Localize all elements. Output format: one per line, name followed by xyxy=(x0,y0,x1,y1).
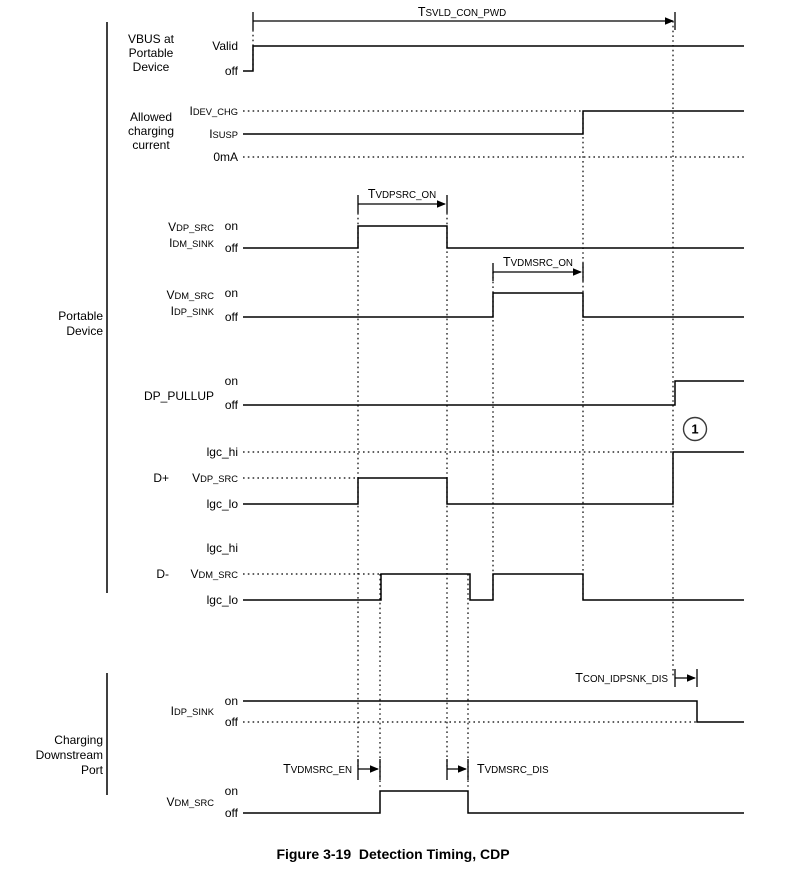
signal-label-allowed-charging-current-2: current xyxy=(132,138,170,152)
group-label-charging-downstream-port-2: Port xyxy=(80,763,103,777)
timing-arrowhead-t-vdmsrc-en xyxy=(370,765,379,773)
waveform-vbus-at-portable-device xyxy=(243,46,744,71)
signal-label-vdm-src-idp-sink-0: VDM_SRC xyxy=(166,288,214,302)
level-label-vdp-src-idm-sink-0: on xyxy=(224,219,238,233)
level-label-d-plus-1: VDP_SRC xyxy=(192,471,238,485)
waveform-allowed-charging-current xyxy=(243,111,744,134)
level-label-d-minus-1: VDM_SRC xyxy=(190,567,238,581)
level-label-allowed-charging-current-0: IDEV_CHG xyxy=(189,104,238,118)
note-number: 1 xyxy=(691,421,699,437)
signal-label-dp-pullup-0: DP_PULLUP xyxy=(143,389,214,403)
waveform-vdm-src-cdp xyxy=(243,791,744,813)
level-label-allowed-charging-current-2: 0mA xyxy=(213,150,238,164)
waveform-d-minus xyxy=(243,574,744,600)
waveform-idp-sink-cdp xyxy=(243,701,744,722)
level-label-vbus-at-portable-device-0: Valid xyxy=(212,39,238,53)
timing-label-t-svld-con-pwd: TSVLD_CON_PWD xyxy=(417,5,507,19)
timing-label-t-vdmsrc-dis: TVDMSRC_DIS xyxy=(477,762,549,776)
group-label-charging-downstream-port-0: Charging xyxy=(54,733,103,747)
level-label-vdp-src-idm-sink-1: off xyxy=(224,241,238,255)
level-label-dp-pullup-0: on xyxy=(224,374,238,388)
level-label-vbus-at-portable-device-1: off xyxy=(224,64,238,78)
level-label-vdm-src-cdp-0: on xyxy=(224,784,238,798)
group-label-portable-device-0: Portable xyxy=(58,309,103,323)
timing-arrowhead-t-vdmsrc-on xyxy=(573,268,582,276)
timing-label-t-vdmsrc-en: TVDMSRC_EN xyxy=(283,762,352,776)
waveform-vdm-src-idp-sink xyxy=(243,293,744,317)
signal-label-d-minus-0: D- xyxy=(156,567,169,581)
level-label-d-minus-0: lgc_hi xyxy=(206,541,238,555)
signal-label-vbus-at-portable-device-2: Device xyxy=(132,60,170,74)
level-label-idp-sink-cdp-0: on xyxy=(224,694,238,708)
level-label-d-plus-0: lgc_hi xyxy=(206,445,238,459)
waveform-vdp-src-idm-sink xyxy=(243,226,744,248)
timing-label-t-vdmsrc-on: TVDMSRC_ON xyxy=(503,255,573,269)
level-label-dp-pullup-1: off xyxy=(224,398,238,412)
signal-label-allowed-charging-current-0: Allowed xyxy=(129,110,173,124)
level-label-idp-sink-cdp-1: off xyxy=(224,715,238,729)
timing-label-t-vdpsrc-on: TVDPSRC_ON xyxy=(367,187,437,201)
signal-label-vdm-src-idp-sink-1: IDP_SINK xyxy=(170,304,214,318)
signal-label-vdm-src-cdp-0: VDM_SRC xyxy=(166,795,214,809)
timing-label-t-con-idpsnk-dis: TCON_IDPSNK_DIS xyxy=(575,671,668,685)
group-label-portable-device-1: Device xyxy=(66,324,103,338)
signal-label-allowed-charging-current-1: charging xyxy=(127,124,175,138)
signal-label-vdp-src-idm-sink-1: IDM_SINK xyxy=(169,236,214,250)
timing-arrowhead-t-svld-con-pwd xyxy=(665,17,674,25)
figure-caption: Figure 3-19 Detection Timing, CDP xyxy=(276,846,510,862)
level-label-d-minus-2: lgc_lo xyxy=(206,593,238,607)
signal-label-vbus-at-portable-device-1: Portable xyxy=(128,46,174,60)
timing-arrowhead-t-con-idpsnk-dis xyxy=(687,674,696,682)
level-label-d-plus-2: lgc_lo xyxy=(206,497,238,511)
signal-label-d-plus-0: D+ xyxy=(153,471,169,485)
timing-arrowhead-t-vdmsrc-dis xyxy=(458,765,467,773)
signal-label-vdp-src-idm-sink-0: VDP_SRC xyxy=(168,220,214,234)
group-label-charging-downstream-port-1: Downstream xyxy=(35,748,103,762)
level-label-vdm-src-cdp-1: off xyxy=(224,806,238,820)
level-label-vdm-src-idp-sink-0: on xyxy=(224,286,238,300)
level-label-allowed-charging-current-1: ISUSP xyxy=(209,127,238,141)
signal-label-idp-sink-cdp-0: IDP_SINK xyxy=(170,704,214,718)
level-label-vdm-src-idp-sink-1: off xyxy=(224,310,238,324)
signal-label-vbus-at-portable-device-0: VBUS at xyxy=(127,32,175,46)
timing-arrowhead-t-vdpsrc-on xyxy=(437,200,446,208)
